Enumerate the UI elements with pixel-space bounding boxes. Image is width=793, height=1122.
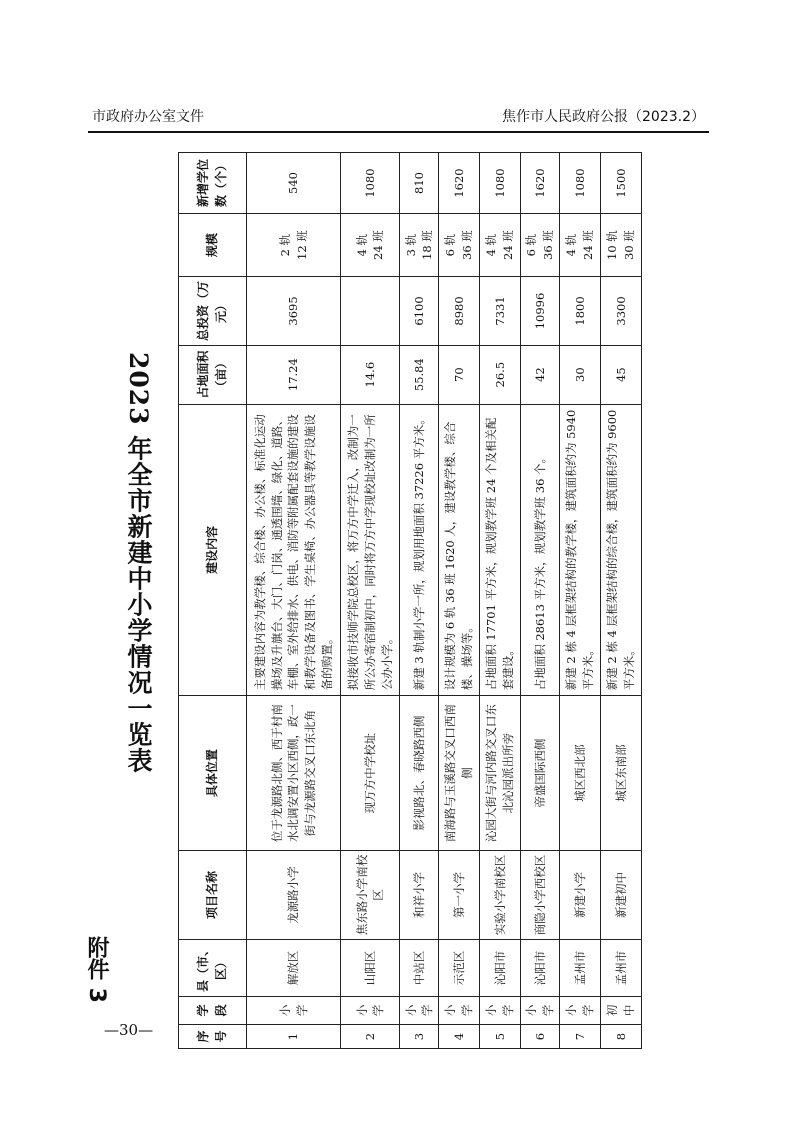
cell-scale: 3 轨 18 班 [400, 214, 439, 277]
cell-seq: 1 [247, 1025, 341, 1049]
cell-county: 孟州市 [559, 940, 600, 997]
cell-name: 实验小学南校区 [480, 850, 521, 939]
annex-label: 附件 3 [84, 936, 109, 1003]
table-container [178, 152, 642, 1049]
col-header-seats: 新增学位数（个） [179, 153, 247, 214]
cell-location: 城区东南部 [600, 696, 641, 851]
cell-scale: 4 轨 24 班 [480, 214, 521, 277]
cell-seats: 1500 [600, 153, 641, 214]
cell-seats: 810 [400, 153, 439, 214]
cell-scale: 4 轨 24 班 [559, 214, 600, 277]
document-title: 2023 年全市新建中小学情况一览表 [124, 352, 153, 774]
cell-county: 解放区 [247, 940, 341, 997]
cell-area: 55.84 [400, 345, 439, 404]
cell-stage: 小学 [439, 996, 480, 1024]
cell-content: 主要建设内容为教学楼、综合楼、办公楼、标准化运动操场及升旗台、大门、门岗、通透围墙、绿化、道路、车棚、室外给排水、供电、消防等附属配套设施的建设和教学设备及图书、学生桌椅、办公器具等教学设施设备的购置。 [247, 404, 341, 696]
cell-seats: 1080 [341, 153, 400, 214]
cell-seats: 1620 [439, 153, 480, 214]
cell-investment: 10996 [521, 277, 560, 346]
col-header-seq: 序号 [179, 1025, 247, 1049]
col-header-name: 项目名称 [179, 850, 247, 939]
cell-scale: 4 轨 24 班 [341, 214, 400, 277]
cell-area: 26.5 [480, 345, 521, 404]
cell-name: 龙源路小学 [247, 850, 341, 939]
cell-county: 孟州市 [600, 940, 641, 997]
cell-content: 设计规模为 6 轨 36 班 1620 人，建设教学楼、综合楼、操场等。 [439, 404, 480, 696]
cell-seats: 1080 [480, 153, 521, 214]
cell-county: 沁阳市 [480, 940, 521, 997]
cell-seats: 1620 [521, 153, 560, 214]
cell-stage: 初中 [600, 996, 641, 1024]
header-divider [88, 131, 709, 133]
cell-scale: 6 轨 36 班 [439, 214, 480, 277]
cell-seq: 5 [480, 1025, 521, 1049]
cell-investment: 3695 [247, 277, 341, 346]
cell-seq: 6 [521, 1025, 560, 1049]
table-row [480, 153, 521, 1049]
col-header-scale: 规模 [179, 214, 247, 277]
cell-seq: 3 [400, 1025, 439, 1049]
cell-area: 14.6 [341, 345, 400, 404]
cell-location: 影视路北、春晓路西侧 [400, 696, 439, 851]
cell-investment: 8980 [439, 277, 480, 346]
table-row [247, 153, 341, 1049]
table-row [600, 153, 641, 1049]
cell-stage: 小学 [521, 996, 560, 1024]
cell-seq: 8 [600, 1025, 641, 1049]
table-row [521, 153, 560, 1049]
cell-investment: 3300 [600, 277, 641, 346]
cell-stage: 小学 [247, 996, 341, 1024]
cell-content: 新建 2 栋 4 层框架结构的教学楼，建筑面积约为 5940 平方米。 [559, 404, 600, 696]
col-header-content: 建设内容 [179, 404, 247, 696]
cell-stage: 小学 [341, 996, 400, 1024]
table-header-row [179, 153, 247, 1049]
table-row [400, 153, 439, 1049]
cell-location: 南海路与玉溪路交叉口西南侧 [439, 696, 480, 851]
table-row [341, 153, 400, 1049]
cell-content: 新建 3 轨制小学一所，规划用地面积 37226 平方米。 [400, 404, 439, 696]
cell-seq: 7 [559, 1025, 600, 1049]
cell-scale: 2 轨 12 班 [247, 214, 341, 277]
cell-county: 中站区 [400, 940, 439, 997]
cell-area: 42 [521, 345, 560, 404]
cell-content: 拟接收市技师学院总校区，将万方中学迁入，改制为一所公办寄宿制初中，同时将万方中学现校址改制为一所公办小学。 [341, 404, 400, 696]
cell-area: 70 [439, 345, 480, 404]
cell-name: 新建初中 [600, 850, 641, 939]
table-row [439, 153, 480, 1049]
cell-seq: 4 [439, 1025, 480, 1049]
cell-seats: 1080 [559, 153, 600, 214]
schools-table [178, 152, 642, 1049]
cell-area: 30 [559, 345, 600, 404]
cell-county: 山阳区 [341, 940, 400, 997]
cell-content: 占地面积 28613 平方米，规划教学班 36 个。 [521, 404, 560, 696]
cell-investment: 1800 [559, 277, 600, 346]
col-header-area: 占地面积（亩） [179, 345, 247, 404]
cell-stage: 小学 [480, 996, 521, 1024]
cell-seq: 2 [341, 1025, 400, 1049]
cell-content: 新建 2 栋 4 层框架结构的综合楼，建筑面积约为 9600 平方米。 [600, 404, 641, 696]
col-header-location: 具体位置 [179, 696, 247, 851]
cell-location: 帝盛国际西侧 [521, 696, 560, 851]
header-left: 市政府办公室文件 [92, 109, 204, 125]
col-header-investment: 总投资（万元） [179, 277, 247, 346]
cell-county: 沁阳市 [521, 940, 560, 997]
cell-scale: 10 轨 30 班 [600, 214, 641, 277]
cell-investment: 6100 [400, 277, 439, 346]
cell-investment: 7331 [480, 277, 521, 346]
cell-scale: 6 轨 36 班 [521, 214, 560, 277]
cell-name: 商隐小学西校区 [521, 850, 560, 939]
cell-content: 占地面积 17701 平方米，规划教学班 24 个及相关配套建设。 [480, 404, 521, 696]
cell-county: 示范区 [439, 940, 480, 997]
cell-name: 焦东路小学南校区 [341, 850, 400, 939]
cell-name: 新建小学 [559, 850, 600, 939]
cell-area: 45 [600, 345, 641, 404]
header-right: 焦作市人民政府公报（2023.2） [502, 109, 705, 125]
cell-stage: 小学 [400, 996, 439, 1024]
cell-investment [341, 277, 400, 346]
cell-area: 17.24 [247, 345, 341, 404]
cell-location: 城区西北部 [559, 696, 600, 851]
cell-stage: 小学 [559, 996, 600, 1024]
col-header-stage: 学段 [179, 996, 247, 1024]
cell-name: 第一小学 [439, 850, 480, 939]
table-row [559, 153, 600, 1049]
cell-location: 沁园大街与河内路交叉口东北沁园派出所旁 [480, 696, 521, 851]
page-number: —30— [104, 1021, 154, 1039]
cell-location: 现万方中学校址 [341, 696, 400, 851]
cell-seats: 540 [247, 153, 341, 214]
cell-location: 位于龙源路北侧、西于村南水北调安置小区西侧，政一街与龙源路交叉口东北角 [247, 696, 341, 851]
cell-name: 和祥小学 [400, 850, 439, 939]
col-header-county: 县（市、区） [179, 940, 247, 997]
